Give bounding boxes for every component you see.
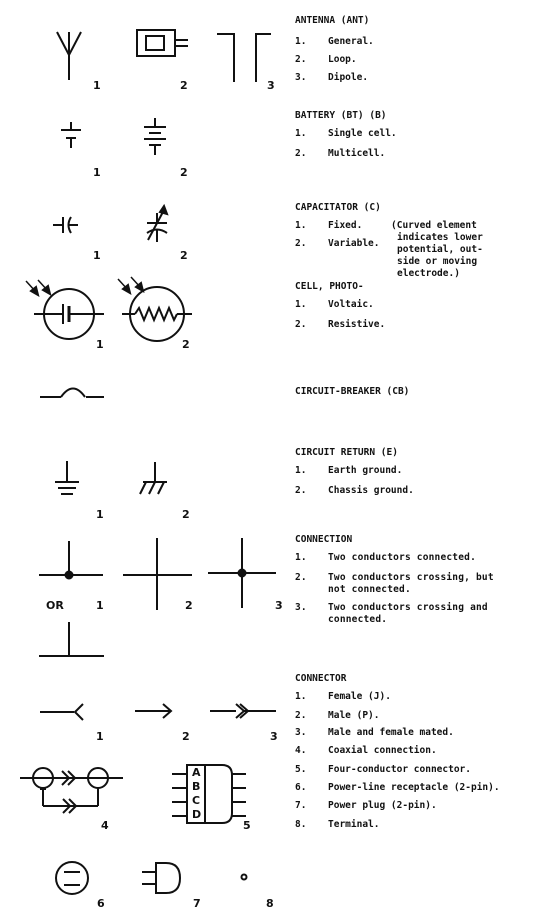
connection-heading: CONNECTION <box>295 534 353 545</box>
symbol-number: 1 <box>96 508 104 521</box>
four-conductor-connector-symbol <box>172 765 246 823</box>
photocell-item-2: 2. Resistive. <box>295 319 386 330</box>
circuit-return-heading: CIRCUIT RETURN (E) <box>295 447 398 458</box>
battery-item-1: 1. Single cell. <box>295 128 397 139</box>
antenna-general-symbol <box>57 32 81 80</box>
symbol-number: 2 <box>182 730 190 743</box>
capacitor-item-1: 1. Fixed. <box>295 220 363 231</box>
connector-female-symbol <box>40 704 83 720</box>
connection-crossing-not-connected-symbol <box>123 538 192 610</box>
connection-item-1: 1. Two conductors connected. <box>295 552 476 563</box>
capacitor-item-2: 2. Variable. <box>295 238 380 249</box>
antenna-heading: ANTENNA (ANT) <box>295 15 370 26</box>
connection-connected-alt-symbol <box>39 622 104 656</box>
coaxial-connection-symbol <box>20 768 123 813</box>
symbol-number: 3 <box>275 599 283 612</box>
antenna-loop-symbol <box>137 30 188 56</box>
connector-heading: CONNECTOR <box>295 673 347 684</box>
symbol-number: 6 <box>97 897 105 910</box>
capacitor-note-line-5: electrode.) <box>397 268 460 279</box>
connector-item-1: 1. Female (J). <box>295 691 391 702</box>
circuit-return-item-2: 2. Chassis ground. <box>295 485 414 496</box>
capacitor-note-line-1: (Curved element <box>391 220 477 231</box>
symbol-number: 3 <box>270 730 278 743</box>
connector-letter-b: B <box>192 780 201 793</box>
battery-heading: BATTERY (BT) (B) <box>295 110 387 121</box>
capacitor-variable-symbol <box>147 206 167 242</box>
capacitor-note-line-4: side or moving <box>397 256 478 267</box>
circuit-return-item-1: 1. Earth ground. <box>295 465 403 476</box>
capacitor-heading: CAPACITATOR (C) <box>295 202 381 213</box>
connection-item-2: 2. Two conductors crossing, but not connected. <box>295 572 494 595</box>
connector-letter-c: C <box>192 794 201 807</box>
connection-crossing-connected-symbol <box>208 538 276 608</box>
photocell-resistive-symbol <box>118 277 192 341</box>
power-receptacle-symbol <box>56 862 88 894</box>
antenna-item-3: 3. Dipole. <box>295 72 369 83</box>
connector-item-8: 8. Terminal. <box>295 819 380 830</box>
battery-single-cell-symbol <box>61 122 81 148</box>
symbol-number: 7 <box>193 897 201 910</box>
symbol-number: 2 <box>180 249 188 262</box>
connector-item-5: 5. Four-conductor connector. <box>295 764 471 775</box>
terminal-symbol <box>242 875 247 880</box>
connector-item-7: 7. Power plug (2-pin). <box>295 800 437 811</box>
symbol-number: 1 <box>93 166 101 179</box>
symbol-number: 2 <box>185 599 193 612</box>
circuit-breaker-heading: CIRCUIT-BREAKER (CB) <box>295 386 410 397</box>
symbol-number: 1 <box>93 249 101 262</box>
connector-item-6: 6. Power-line receptacle (2-pin). <box>295 782 500 793</box>
symbol-number: 1 <box>93 79 101 92</box>
power-plug-symbol <box>142 863 180 893</box>
battery-item-2: 2. Multicell. <box>295 148 386 159</box>
circuit-breaker-symbol <box>40 389 104 398</box>
chassis-ground-symbol <box>140 462 167 494</box>
symbol-number: 2 <box>180 79 188 92</box>
capacitor-note-line-3: potential, out- <box>397 244 483 255</box>
photocell-heading: CELL, PHOTO- <box>295 281 364 292</box>
symbol-number: 2 <box>182 508 190 521</box>
connector-letter-a: A <box>192 766 201 779</box>
photocell-voltaic-symbol <box>26 280 104 339</box>
earth-ground-symbol <box>55 461 79 494</box>
connector-item-4: 4. Coaxial connection. <box>295 745 437 756</box>
connection-connected-symbol <box>39 541 103 579</box>
connector-item-2: 2. Male (P). <box>295 710 380 721</box>
symbol-number: 1 <box>96 730 104 743</box>
symbol-number: 2 <box>180 166 188 179</box>
symbol-number: 1 <box>96 599 104 612</box>
connector-letter-d: D <box>192 808 202 821</box>
symbol-number: 4 <box>101 819 109 832</box>
symbol-number: 3 <box>267 79 275 92</box>
symbol-number: 2 <box>182 338 190 351</box>
symbol-number: 5 <box>243 819 251 832</box>
connection-item-3: 3. Two conductors crossing and connected. <box>295 602 488 625</box>
antenna-dipole-symbol <box>217 34 271 82</box>
symbol-number: 1 <box>96 338 104 351</box>
connector-item-3: 3. Male and female mated. <box>295 727 454 738</box>
battery-multicell-symbol <box>144 118 166 155</box>
photocell-item-1: 1. Voltaic. <box>295 299 374 310</box>
connector-male-symbol <box>135 704 171 718</box>
connector-mated-symbol <box>210 704 276 718</box>
or-label: OR <box>46 599 64 612</box>
symbol-number: 8 <box>266 897 274 910</box>
capacitor-note-line-2: indicates lower <box>397 232 483 243</box>
antenna-item-2: 2. Loop. <box>295 54 357 65</box>
antenna-item-1: 1. General. <box>295 36 374 47</box>
capacitor-fixed-symbol <box>53 217 78 233</box>
